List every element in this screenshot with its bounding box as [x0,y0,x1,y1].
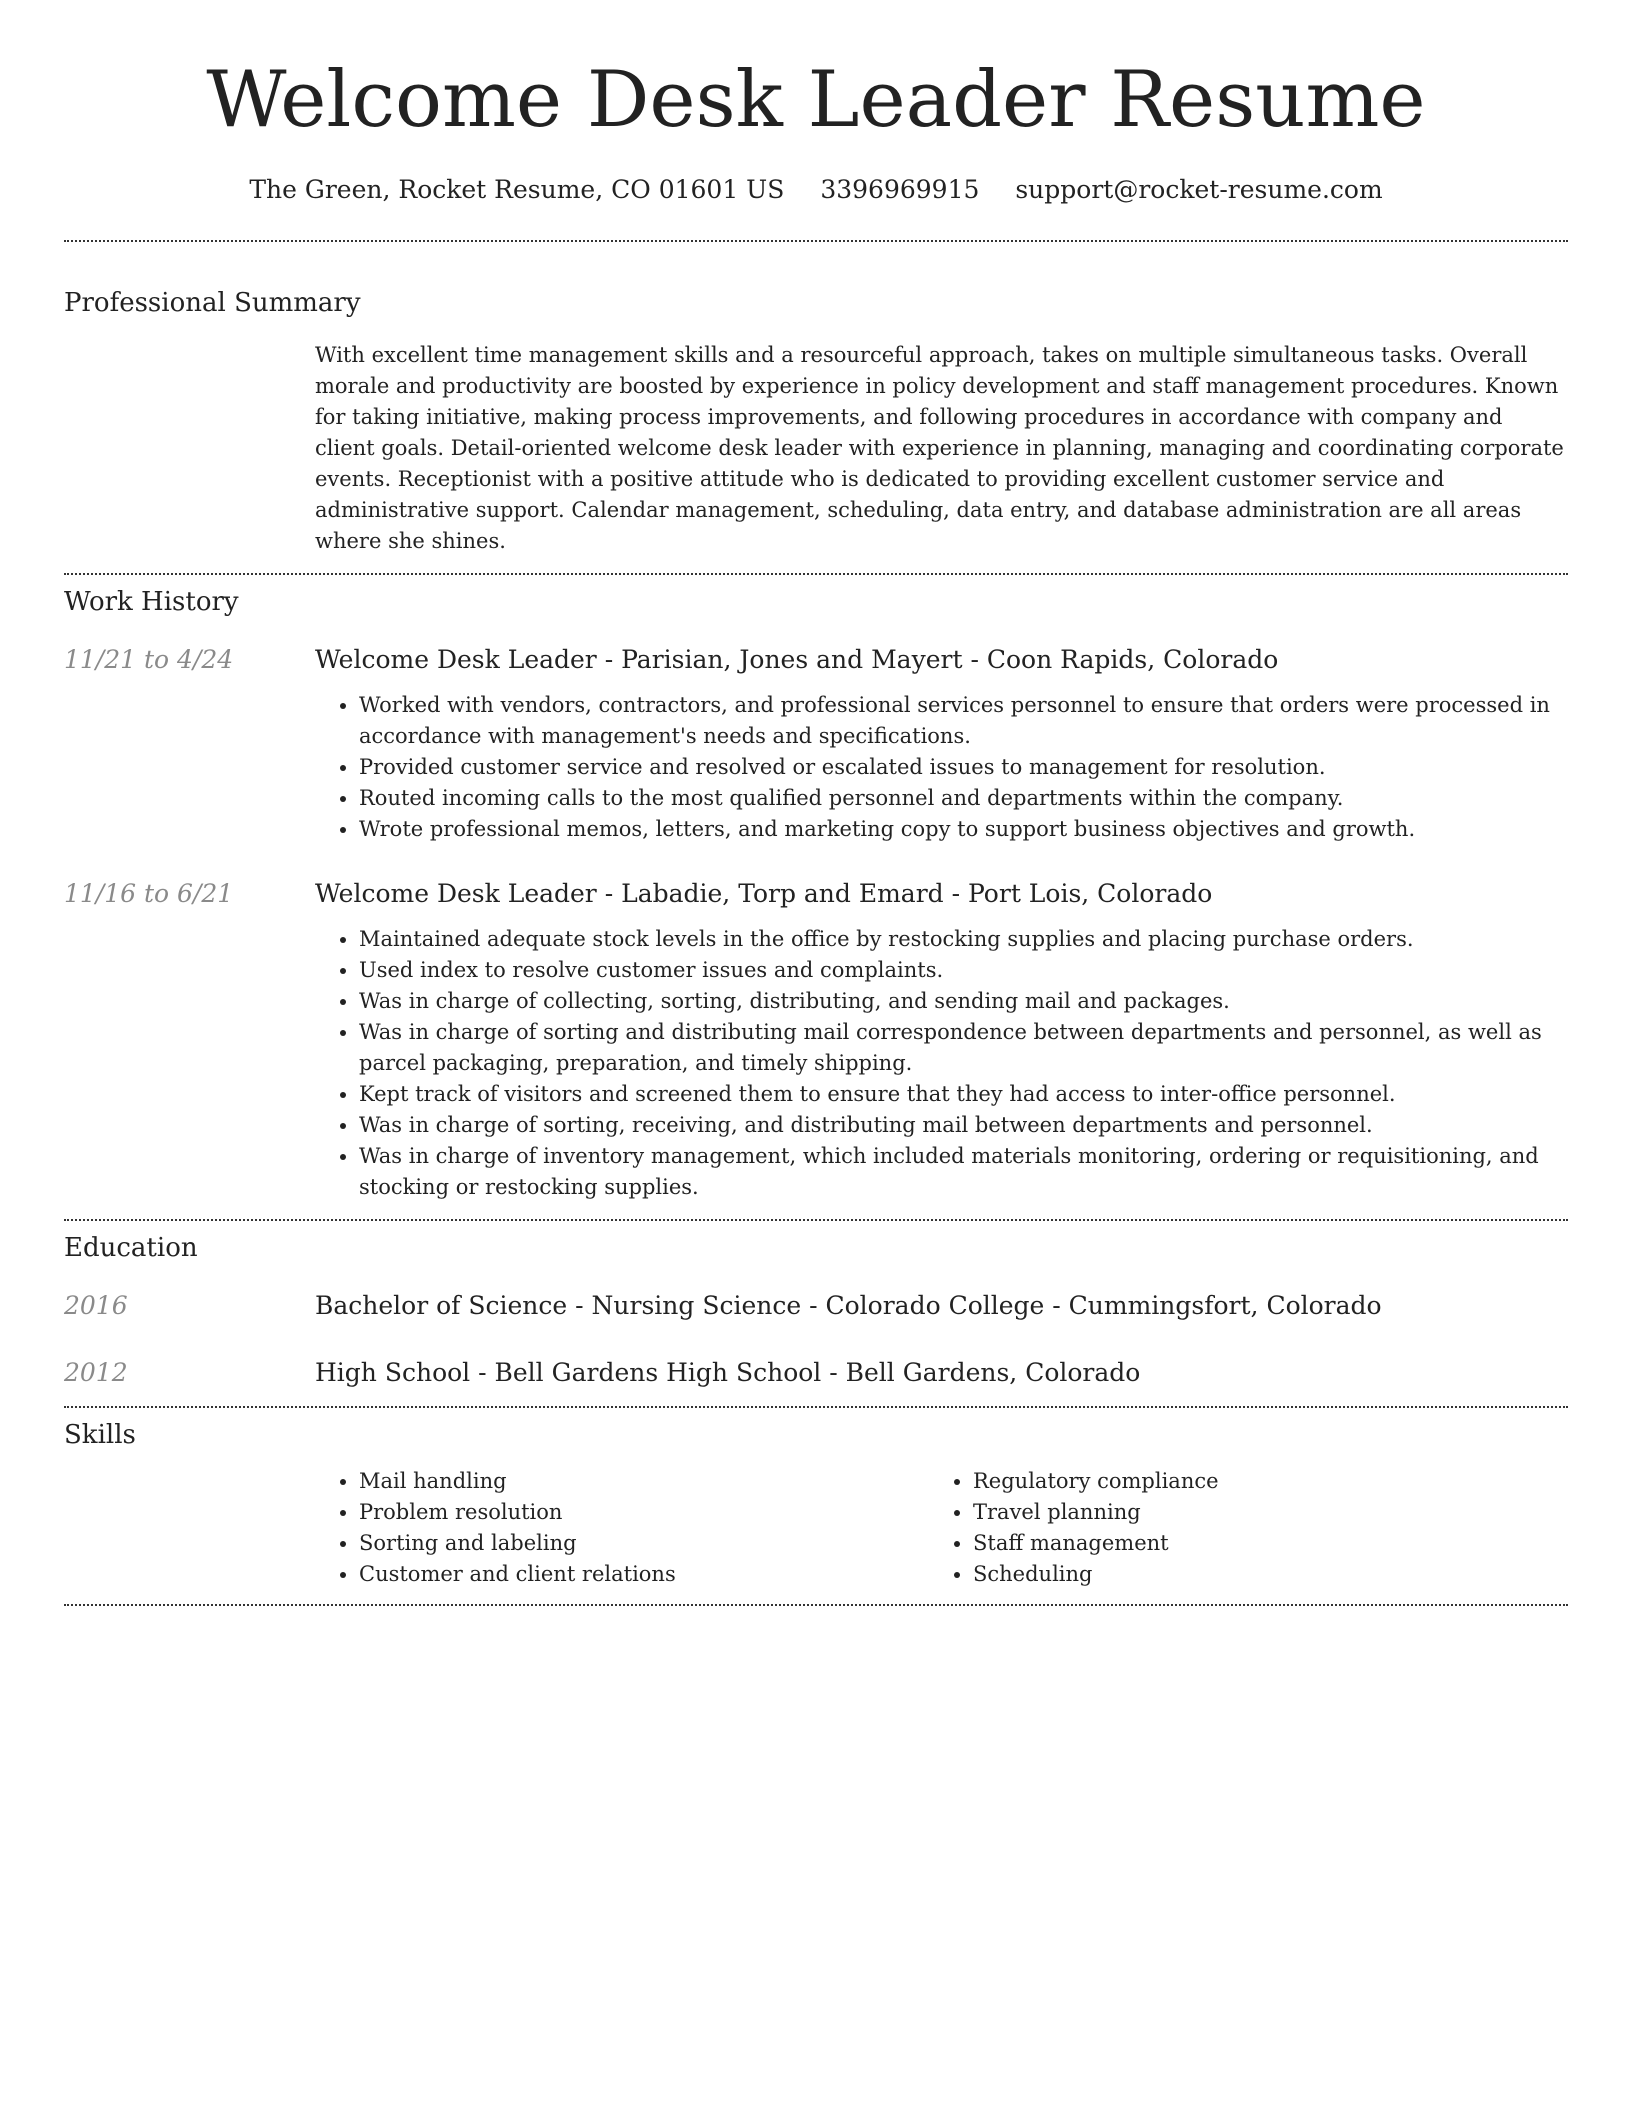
skill-item: • Regulatory compliance [973,1466,1543,1497]
skills-section [64,1408,1568,1590]
job-entry [64,643,1568,845]
skill-item: • Sorting and labeling [359,1528,929,1559]
skill-item: • Staff management [973,1528,1543,1559]
job-bullet: • Was in charge of sorting and distributing mail correspondence between departments and personnel, as well as parcel packaging, preparation, and timely shipping. [359,1017,1568,1079]
job-entry [64,877,1568,1203]
job-bullets [315,690,1568,845]
job-bullet: • Provided customer service and resolved or escalated issues to management for resolution. [359,752,1568,783]
contact-phone: 3396969915 [820,175,980,204]
resume-title: Welcome Desk Leader Resume [206,55,1426,145]
summary-text: With excellent time management skills and a resourceful approach, takes on multiple simultaneous tasks. Overall morale and productivity are boosted by experience in policy development and staff management procedures. Known for taking initiative, making process improvements, and following procedures in accordance with company and client goals. Detail-oriented welcome desk leader with experience in planning, managing and coordinating corporate events. Receptionist with a positive attitude who is dedicated to providing excellent customer service and administrative support. Calendar management, scheduling, data entry, and database administration are all areas where she shines. [315,343,1564,553]
job-bullet: • Used index to resolve customer issues and complaints. [359,955,1568,986]
work-history-section [64,575,1568,1203]
divider [64,1604,1568,1606]
job-heading: Welcome Desk Leader - Parisian, Jones and Mayert - Coon Rapids, Colorado [315,645,1279,674]
contact-line [64,174,1568,206]
skills-list-left [315,1466,929,1590]
education-heading-text: Bachelor of Science - Nursing Science - Colorado College - Cummingsfort, Colorado [315,1291,1382,1320]
education-heading: Education [64,1233,198,1263]
job-header [64,643,1568,677]
job-bullet: • Was in charge of inventory management, which included materials monitoring, ordering or requisitioning, and stocking or restocking supplies. [359,1141,1568,1203]
resume-page [64,0,1568,1606]
job-bullet: • Was in charge of sorting, receiving, and distributing mail between departments and personnel. [359,1110,1568,1141]
skill-item: • Scheduling [973,1559,1543,1590]
skills-list-right [929,1466,1543,1590]
job-bullet: • Wrote professional memos, letters, and marketing copy to support business objectives and growth. [359,814,1568,845]
job-bullet: • Was in charge of collecting, sorting, distributing, and sending mail and packages. [359,986,1568,1017]
job-bullet: • Worked with vendors, contractors, and professional services personnel to ensure that orders were processed in accordance with management's needs and specifications. [359,690,1568,752]
job-heading: Welcome Desk Leader - Labadie, Torp and Emard - Port Lois, Colorado [315,879,1213,908]
skill-item: • Problem resolution [359,1497,929,1528]
skills-columns [315,1466,1568,1590]
education-entry [64,1289,1568,1323]
divider [64,240,1568,242]
skills-heading: Skills [64,1420,136,1450]
job-bullets [315,924,1568,1203]
contact-address: The Green, Rocket Resume, CO 01601 US [249,175,785,204]
job-header [64,877,1568,911]
work-history-heading: Work History [64,587,239,617]
education-heading-text: High School - Bell Gardens High School - Bell Gardens, Colorado [315,1358,1141,1387]
job-bullet: • Kept track of visitors and screened them to ensure that they had access to inter-office personnel. [359,1079,1568,1110]
job-bullet: • Maintained adequate stock levels in the office by restocking supplies and placing purchase orders. [359,924,1568,955]
job-bullet: • Routed incoming calls to the most qualified personnel and departments within the company. [359,783,1568,814]
job-dates: 11/16 to 6/21 [64,879,234,908]
education-entry [64,1356,1568,1390]
skill-item: • Travel planning [973,1497,1543,1528]
education-year: 2012 [64,1358,128,1387]
education-section [64,1221,1568,1390]
education-year: 2016 [64,1291,128,1320]
job-dates: 11/21 to 4/24 [64,645,234,674]
contact-email: support@rocket-resume.com [1015,175,1383,204]
skill-item: • Mail handling [359,1466,929,1497]
skill-item: • Customer and client relations [359,1559,929,1590]
summary-section [64,286,1568,557]
summary-heading: Professional Summary [64,288,361,318]
